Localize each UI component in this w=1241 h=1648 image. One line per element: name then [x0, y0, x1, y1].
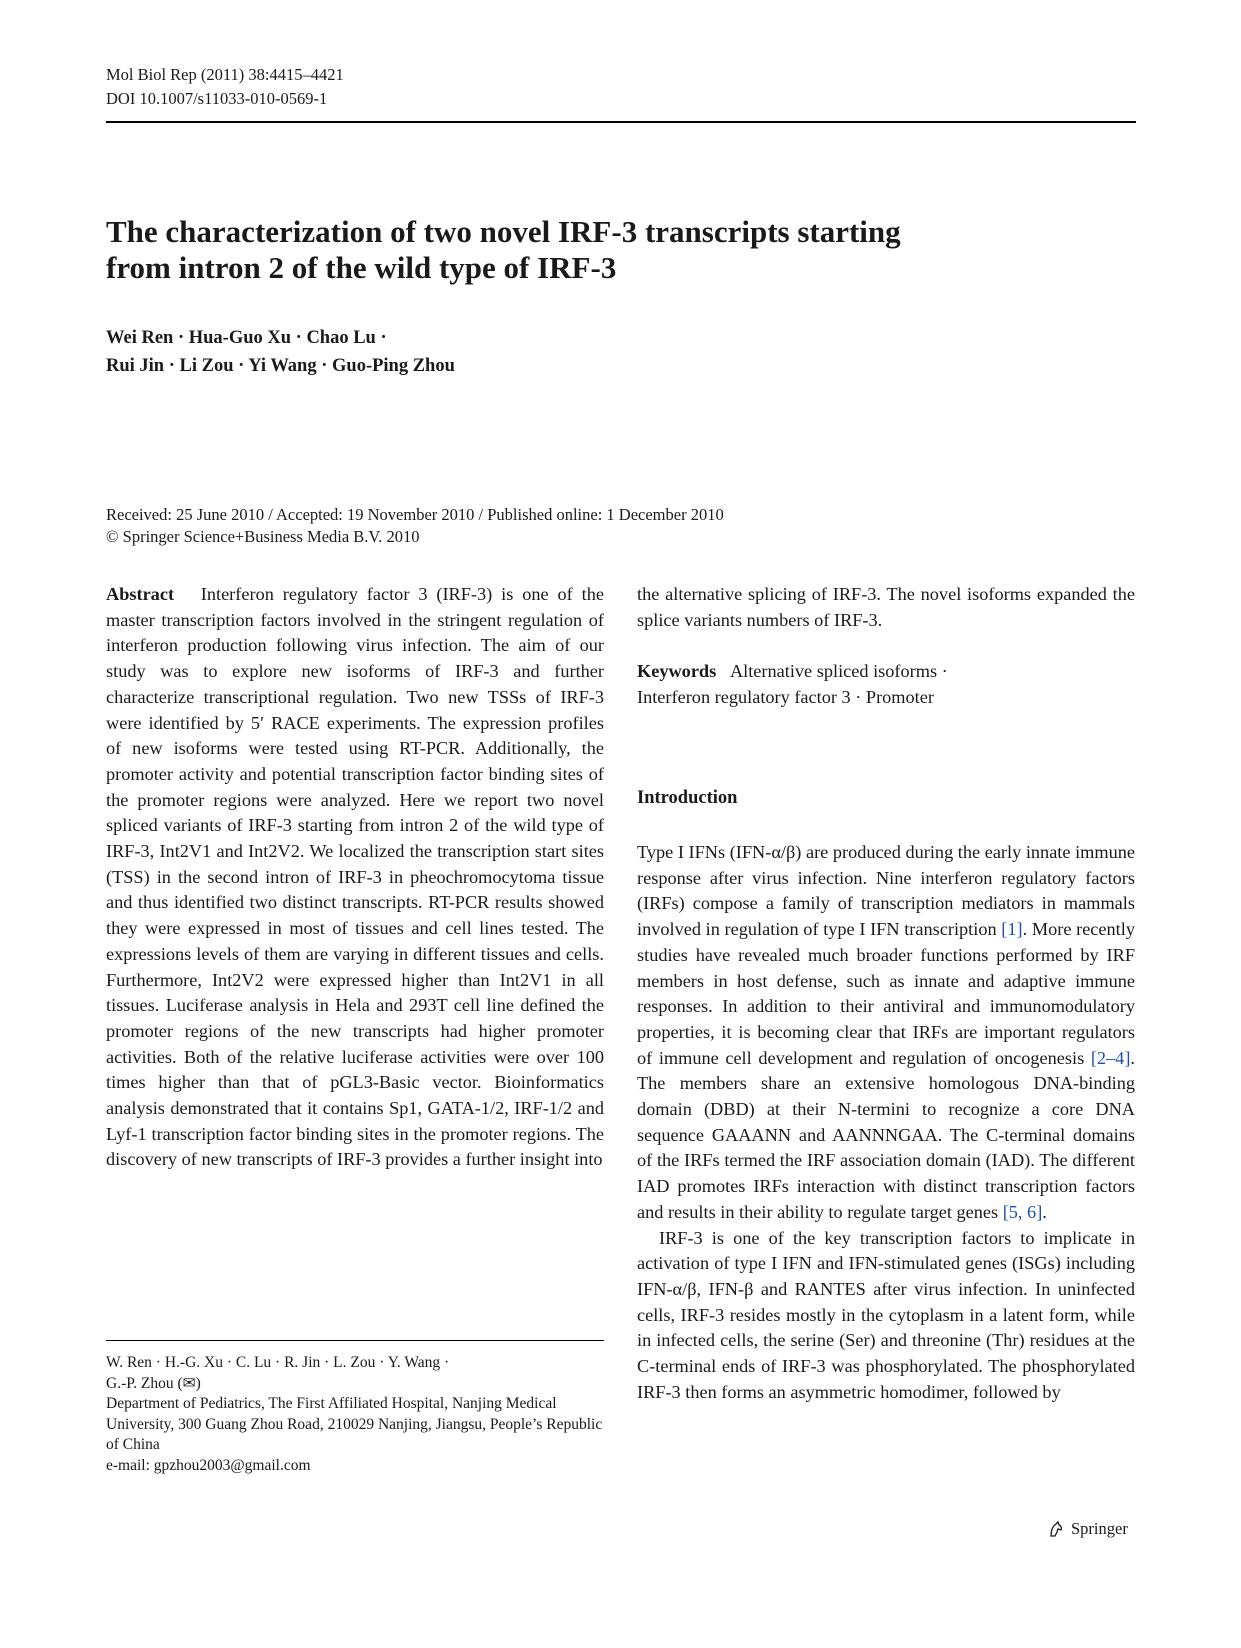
- introduction-body: [637, 840, 1135, 1405]
- abstract-continuation-text: the alternative splicing of IRF-3. The novel isoforms expanded the splice variants numbers of IRF-3.: [637, 584, 1135, 630]
- affiliation: [106, 1353, 606, 1476]
- citation-link[interactable]: [5, 6]: [1002, 1201, 1043, 1222]
- author-line: Rui Jin · Li Zou · Yi Wang · Guo-Ping Zhou: [106, 356, 455, 376]
- abstract-label: Abstract: [106, 584, 175, 604]
- publisher-name: Springer: [1071, 1519, 1128, 1538]
- intro-paragraph-2: IRF-3 is one of the key transcription factors to implicate in activation of type I IFN and IFN-stimulated genes (ISGs) including IFN-α/β, IFN-β and RANTES after virus infection. In uninfected cells, IRF-3 resides mostly in the cytoplasm in a latent form, while in infected cells, the serine (Ser) and threonine (Thr) residues at the C-terminal ends of IRF-3 was phosphorylated. The phosphorylated IRF-3 then forms an asymmetric homodimer, followed by: [637, 1227, 1135, 1402]
- intro-paragraph-1: [637, 840, 1135, 1226]
- affil-department: Department of Pediatrics, The First Affiliated Hospital, Nanjing Medical University, 300 Guang Zhou Road, 210029 Nanjing, Jiangsu, People’s Republic of China: [106, 1395, 603, 1453]
- citation-link[interactable]: [1]: [1001, 919, 1023, 940]
- citation-link[interactable]: [2–4]: [1090, 1047, 1131, 1068]
- intro-text: .: [1042, 1201, 1047, 1222]
- footnote-rule: [106, 1340, 604, 1341]
- paper-title: [106, 214, 1106, 286]
- title-line: The characterization of two novel IRF-3 transcripts starting: [106, 214, 901, 249]
- intro-text: . The members share an extensive homologous DNA-binding domain (DBD) at their N-termini to recognize a core DNA sequence GAAANN and AANNNGAA. The C-terminal domains of the IRFs termed the IRF association domain (IAD). The different IAD promotes IRFs interaction with distinct transcription factors and results in their ability to regulate target genes: [637, 1047, 1135, 1222]
- doi: DOI 10.1007/s11033-010-0569-1: [106, 89, 328, 108]
- header-rule: [106, 121, 1136, 123]
- abstract-continuation: [637, 582, 1135, 633]
- title-line: from intron 2 of the wild type of IRF-3: [106, 250, 617, 285]
- springer-horse-icon: [1047, 1520, 1065, 1538]
- keywords-line1: Alternative spliced isoforms ·: [729, 661, 948, 681]
- affil-email: e-mail: gpzhou2003@gmail.com: [106, 1456, 311, 1474]
- journal-citation: Mol Biol Rep (2011) 38:4415–4421: [106, 65, 344, 84]
- keywords: [637, 659, 1135, 710]
- intro-text: Type I IFNs (IFN-α/β) are produced during the early innate immune response after virus infection. Nine interferon regulatory factors (IRFs) compose a family of transcription mediators in mammals involved in regulation of type I IFN transcription: [637, 842, 1135, 940]
- copyright: © Springer Science+Business Media B.V. 2010: [106, 527, 420, 546]
- keywords-label: Keywords: [637, 661, 717, 681]
- abstract-text: Interferon regulatory factor 3 (IRF-3) is one of the master transcription factors involved in the stringent regulation of interferon production following virus infection. The aim of our study was to explore new isoforms of IRF-3 and further characterize transcriptional regulation. Two new TSSs of IRF-3 were identified by 5′ RACE experiments. The expression profiles of new isoforms were tested using RT-PCR. Additionally, the promoter activity and potential transcription factor binding sites of the promoter regions were analyzed. Here we report two novel spliced variants of IRF-3 starting from intron 2 of the wild type of IRF-3, Int2V1 and Int2V2. We localized the transcription start sites (TSS) in the second intron of IRF-3 in pheochromocytoma tissue and thus identified two distinct transcripts. RT-PCR results showed they were expressed in most of tissues and cell lines tested. The expressions levels of them are varying in different tissues and cells. Furthermore, Int2V2 were expressed higher than Int2V1 in all tissues. Luciferase analysis in Hela and 293T cell line defined the promoter regions of the new transcripts had higher promoter activities. Both of the relative luciferase activities were over 100 times higher than that of pGL3-Basic vector. Bioinformatics analysis demonstrated that it contains Sp1, GATA-1/2, IRF-1/2 and Lyf-1 transcription factor binding sites in the promoter regions. The discovery of new transcripts of IRF-3 provides a further insight into: [106, 584, 604, 1170]
- springer-logo: [1047, 1519, 1128, 1539]
- affil-corresponding: G.-P. Zhou (✉): [106, 1374, 201, 1392]
- author-list: [106, 324, 1006, 380]
- author-line: Wei Ren · Hua-Guo Xu · Chao Lu ·: [106, 328, 387, 348]
- affil-authors: W. Ren · H.-G. Xu · C. Lu · R. Jin · L. Zou · Y. Wang ·: [106, 1354, 450, 1371]
- intro-text: . More recently studies have revealed much broader functions performed by IRF members in host defense, such as innate and adaptive immune responses. In addition to their antiviral and immunomodulatory properties, it is becoming clear that IRFs are important regulators of immune cell development and regulation of oncogenesis: [637, 919, 1135, 1068]
- publication-history: [106, 504, 1006, 548]
- history-dates: Received: 25 June 2010 / Accepted: 19 November 2010 / Published online: 1 December 2010: [106, 505, 724, 524]
- abstract: [106, 582, 604, 1173]
- keywords-line2: Interferon regulatory factor 3 · Promoter: [637, 686, 934, 707]
- introduction-heading: Introduction: [637, 788, 738, 808]
